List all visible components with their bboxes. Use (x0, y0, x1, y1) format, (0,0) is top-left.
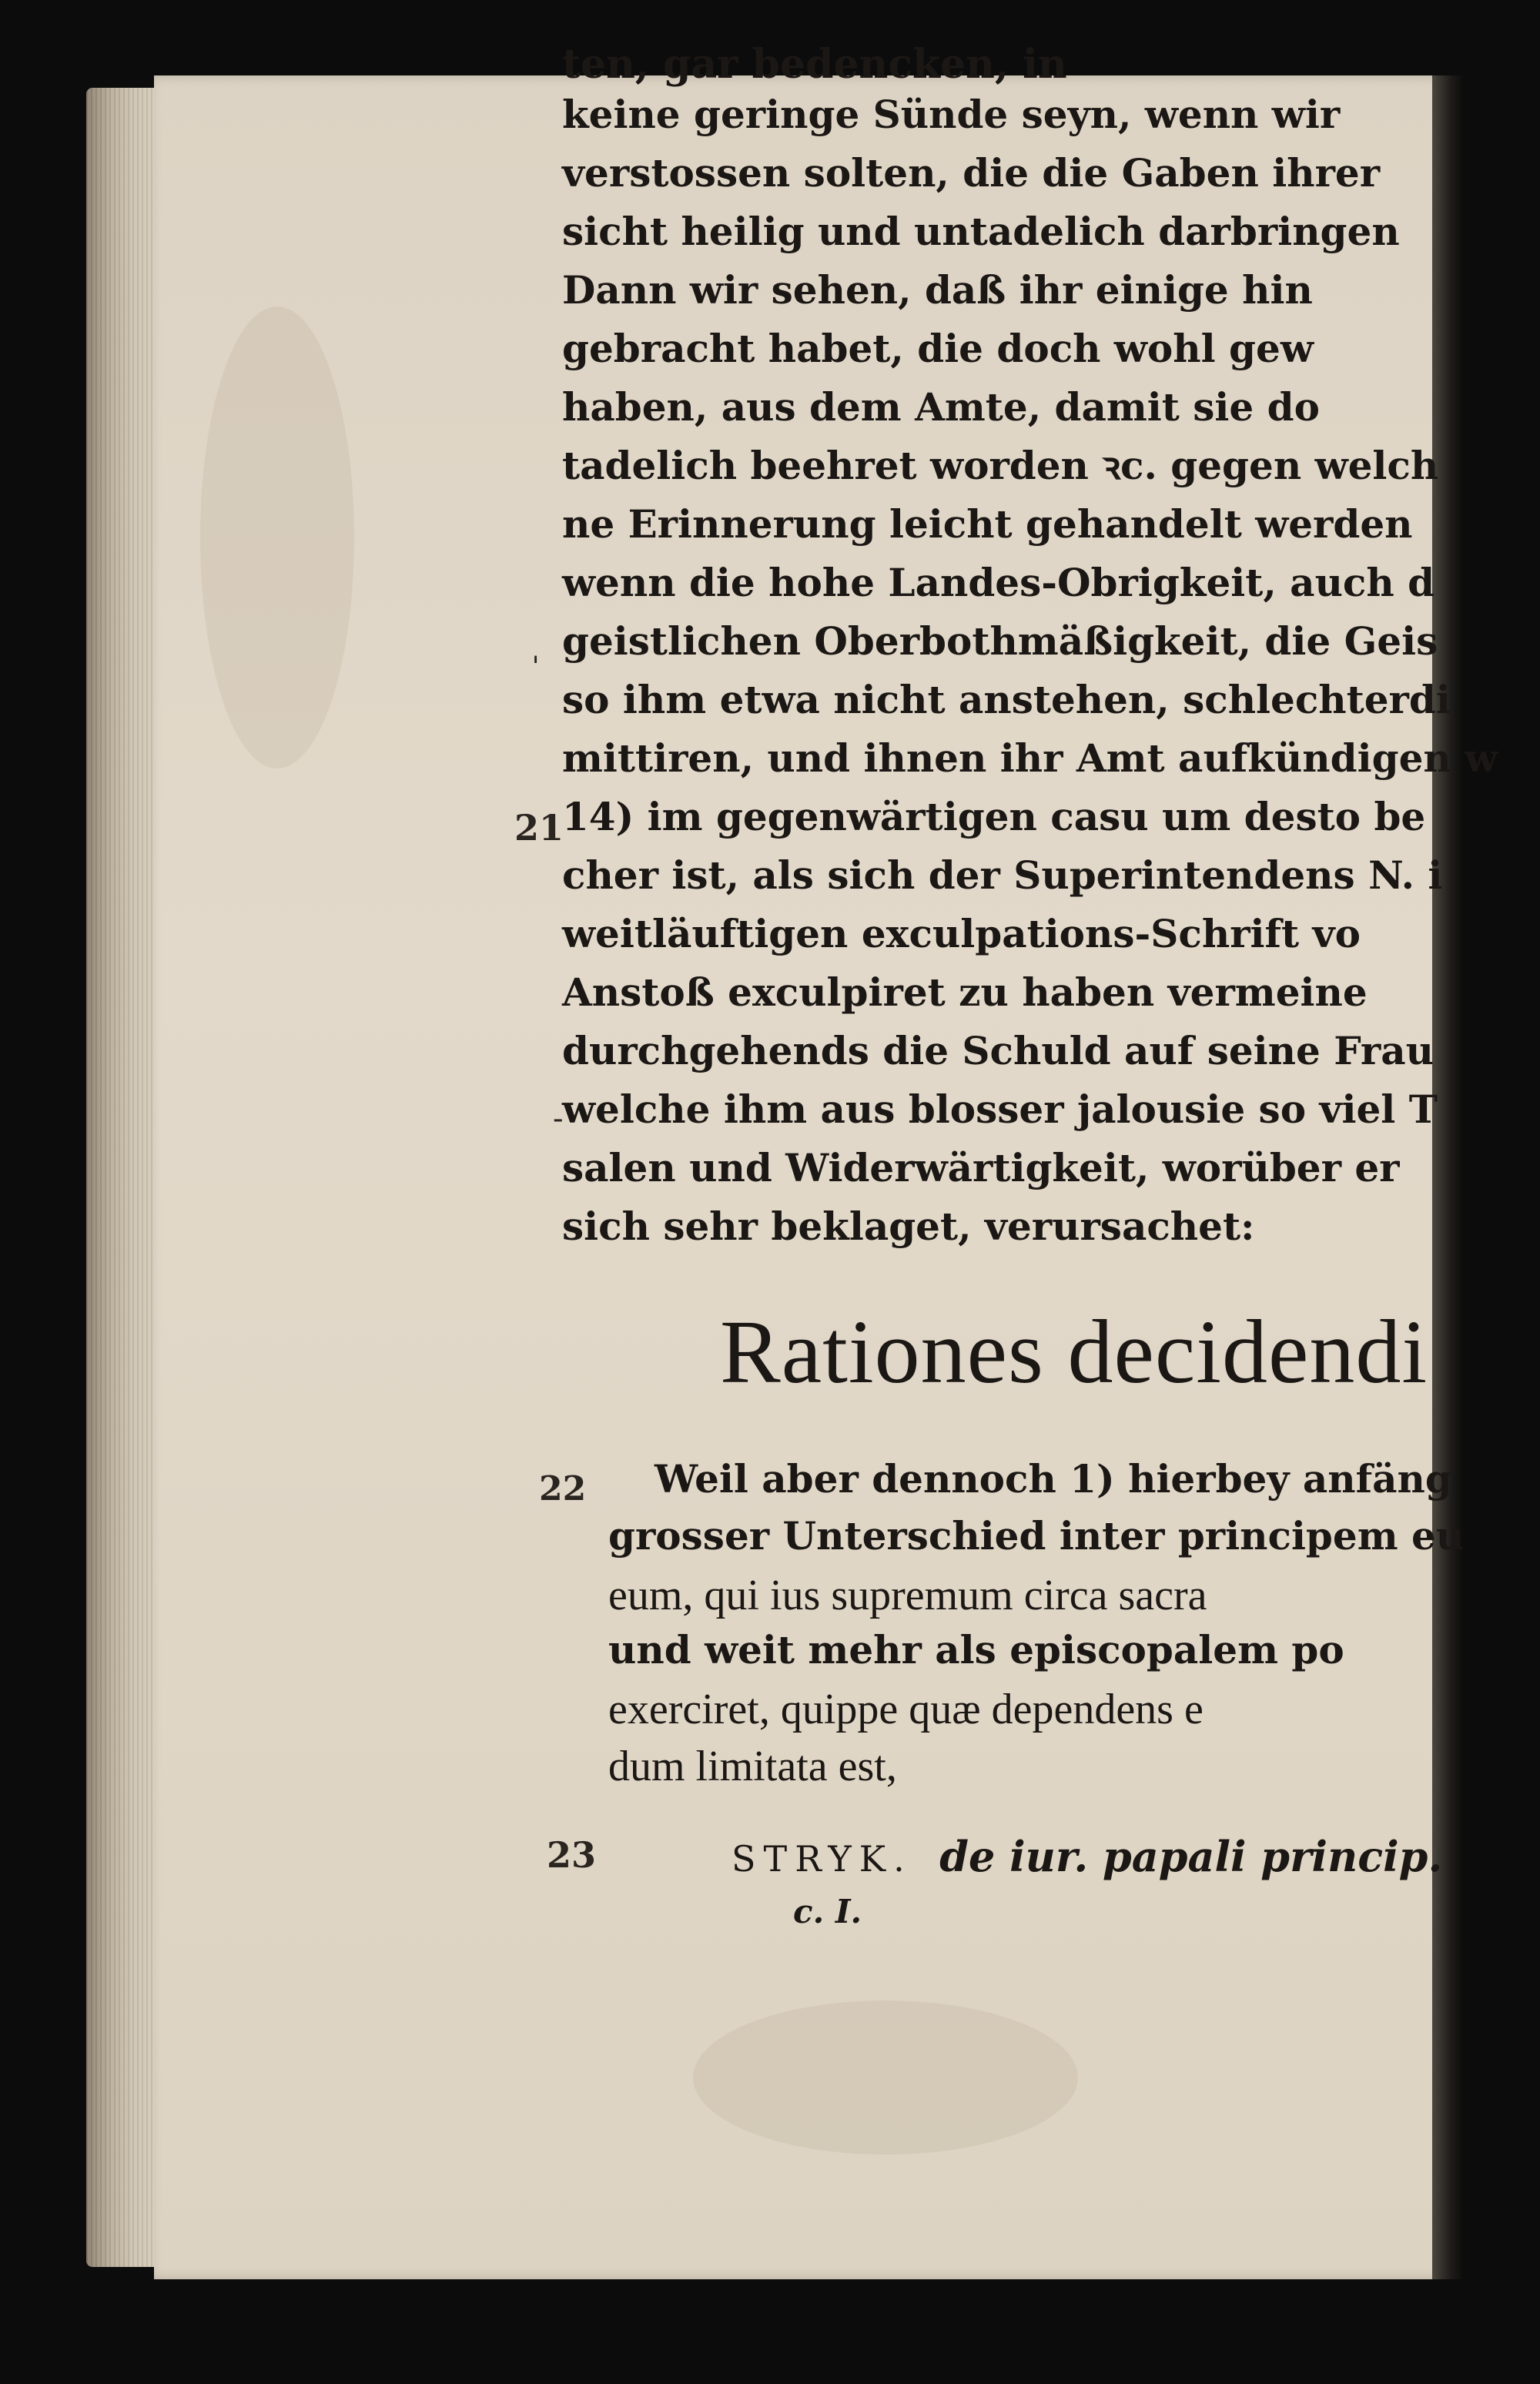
text-line: grosser Unterschied inter principem eu (608, 1513, 1465, 1559)
text-line: und weit mehr als episcopalem po (608, 1627, 1344, 1672)
margin-number-21: 21 (514, 807, 564, 849)
margin-mark: - (553, 1101, 564, 1137)
paper-stain (200, 306, 354, 768)
text-line: keine geringe Sünde seyn, wenn wir (562, 92, 1341, 137)
footnote-author: STRYK. (732, 1838, 912, 1880)
text-line: geistlichen Oberbothmäßigkeit, die Geis (562, 618, 1438, 664)
text-line: exerciret, quippe quæ dependens e (608, 1686, 1204, 1733)
footnote-line (732, 1832, 1443, 1881)
text-line: eum, qui ius supremum circa sacra (608, 1572, 1207, 1619)
page-gutter (1432, 75, 1463, 2279)
text-line: cher ist, als sich der Superintendens N. i (562, 852, 1443, 898)
text-line: salen und Widerwärtigkeit, worüber er (562, 1145, 1400, 1190)
footnote-block (732, 1825, 1443, 1933)
text-line: wenn die hohe Landes-Obrigkeit, auch d (562, 560, 1435, 605)
text-line: mittiren, und ihnen ihr Amt aufkündigen w (562, 735, 1498, 781)
text-line: Anstoß exculpiret zu haben vermeine (562, 969, 1368, 1015)
margin-number-23: 23 (547, 1834, 597, 1876)
text-line: Weil aber dennoch 1) hierbey anfäng (654, 1456, 1452, 1502)
text-block-2 (608, 1456, 1465, 1814)
section-heading: Rationes decidendi (720, 1301, 1428, 1402)
text-line: gebracht habet, die doch wohl gew (562, 326, 1314, 371)
footnote-title: de iur. papali princip. (939, 1832, 1443, 1881)
text-line: ne Erinnerung leicht gehandelt werden (562, 501, 1413, 547)
text-line: haben, aus dem Amte, damit sie do (562, 384, 1320, 430)
margin-mark: ˌ (531, 631, 540, 667)
text-block-1 (562, 92, 1498, 1274)
text-line: weitläuftigen exculpations-Schrift vo (562, 911, 1361, 956)
cut-off-line: ten, gar bedencken, in (562, 41, 1067, 88)
text-line: 14) im gegenwärtigen casu um desto be (562, 794, 1426, 839)
page-edges (86, 88, 163, 2267)
margin-number-22: 22 (539, 1469, 587, 1508)
text-line: so ihm etwa nicht anstehen, schlechterdi (562, 677, 1451, 722)
paper-stain (693, 2001, 1078, 2155)
text-line: welche ihm aus blosser jalousie so viel T (562, 1087, 1438, 1132)
text-line: dum limitata est, (608, 1743, 897, 1790)
footnote-ref: c. I. (793, 1893, 862, 1930)
text-line: durchgehends die Schuld auf seine Frau (562, 1028, 1434, 1073)
text-line: verstossen solten, die die Gaben ihrer (562, 150, 1381, 196)
text-line: tadelich beehret worden ꝛc. gegen welch (562, 443, 1439, 488)
text-line: sicht heilig und untadelich darbringen (562, 209, 1400, 254)
text-line: sich sehr beklaget, verursachet: (562, 1204, 1255, 1249)
text-line: Dann wir sehen, daß ihr einige hin (562, 267, 1313, 313)
